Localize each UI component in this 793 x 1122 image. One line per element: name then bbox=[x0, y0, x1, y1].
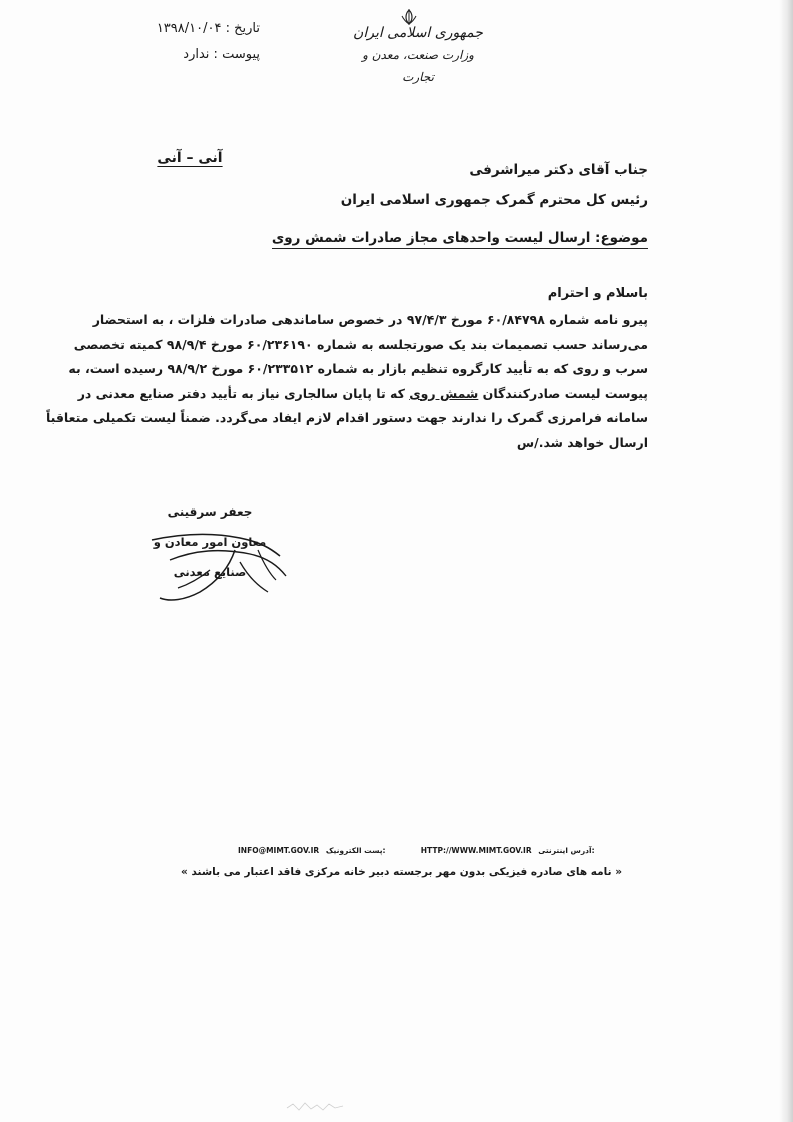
subject-text: موضوع: ارسال لیست واحدهای مجاز صادرات شمش روی bbox=[272, 230, 648, 249]
attachment-row bbox=[120, 42, 260, 68]
footer-website: HTTP://WWW.MIMT.GOV.IR bbox=[420, 846, 532, 855]
highlighted-term: شمش روی bbox=[409, 385, 479, 401]
body-line: سامانه فرامرزی گمرک را ندارند جهت دستور اقدام لازم ایفاد می‌گردد. ضمناً لیست تکمیلی متعاقباً bbox=[45, 410, 648, 425]
addressee-name: جناب آقای دکتر میراشرفی bbox=[469, 162, 648, 178]
addressee bbox=[228, 155, 648, 215]
attachment-separator: : bbox=[213, 47, 218, 62]
attachment-label: پیوست bbox=[222, 47, 260, 62]
letterhead-country: جمهوری اسلامی ایران bbox=[353, 25, 483, 41]
body-line: پیرو نامه شماره ۶۰/۸۴۷۹۸ مورخ ۹۷/۴/۳ در خصوص ساماندهی صادرات فلزات ، به استحضار bbox=[92, 312, 648, 327]
body-line bbox=[77, 382, 648, 407]
letter-meta bbox=[120, 16, 260, 68]
greeting: باسلام و احترام bbox=[547, 286, 648, 301]
signer-name: جعفر سرقینی bbox=[167, 505, 253, 519]
attachment-value: ندارد bbox=[183, 47, 210, 62]
date-label: تاریخ bbox=[234, 21, 260, 36]
signer-title: معاون امور معادن و صنایع معدنی bbox=[153, 535, 267, 579]
urgency-label: آنی – آنی bbox=[157, 150, 223, 166]
footer-email: INFO@MIMT.GOV.IR bbox=[238, 846, 320, 855]
ministry-letterhead bbox=[348, 22, 488, 88]
body-line: سرب و روی که به تأیید کارگروه تنظیم بازار به شماره ۶۰/۲۳۳۵۱۲ مورخ ۹۸/۹/۲ رسیده است، به bbox=[68, 361, 648, 376]
addressee-title: رئیس کل محترم گمرک جمهوری اسلامی ایران bbox=[340, 192, 648, 208]
body-line: می‌رساند حسب تصمیمات بند یک صورتجلسه به شماره ۶۰/۲۳۶۱۹۰ مورخ ۹۸/۹/۴ کمیته تخصصی bbox=[73, 336, 648, 352]
body-line4-post: که تا پایان سالجاری نیاز به تأیید دفتر صنایع معدنی در bbox=[77, 385, 410, 401]
scan-edge-shadow bbox=[779, 0, 793, 1122]
footer-email-label: پست الکترونیک: bbox=[325, 846, 386, 855]
letter-body bbox=[45, 308, 648, 455]
body-line4-pre: پیوست لیست صادرکنندگان bbox=[478, 385, 648, 401]
date-value: ۱۳۹۸/۱۰/۰۴ bbox=[156, 21, 222, 36]
body-line: ارسال خواهد شد./س bbox=[516, 434, 648, 450]
handwritten-signature bbox=[140, 520, 300, 620]
footer-notice: « نامه های صادره فیزیکی بدون مهر برجسته دبیر خانه مرکزی فاقد اعتبار می باشند » bbox=[181, 866, 622, 878]
date-separator: : bbox=[225, 21, 230, 36]
footer-website-label: آدرس اینترنتی: bbox=[538, 846, 595, 855]
date-row bbox=[120, 16, 260, 42]
footer-contacts bbox=[238, 846, 618, 855]
subject-line bbox=[228, 230, 648, 246]
letterhead-ministry: وزارت صنعت، معدن و تجارت bbox=[362, 48, 474, 84]
scan-noise bbox=[285, 1098, 345, 1116]
